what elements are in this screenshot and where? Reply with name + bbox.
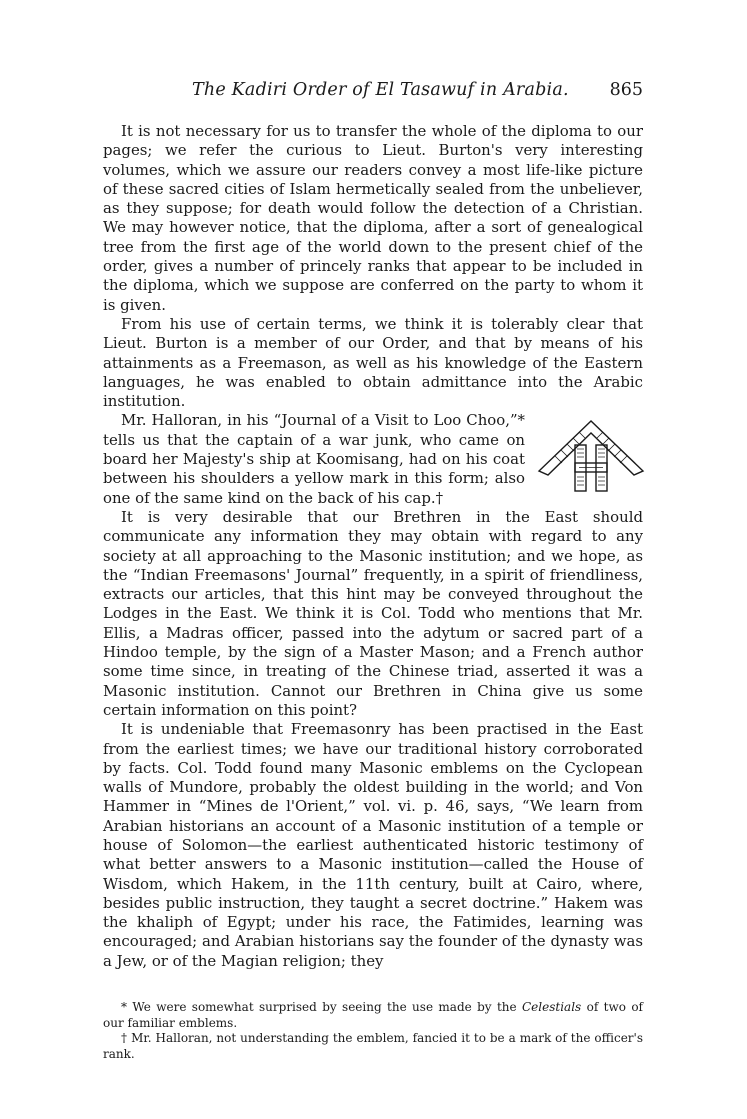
footnote-halloran-rank: † Mr. Halloran, not understanding the emblem, fancied it to be a mark of the officer's rank. <box>103 1031 643 1061</box>
footnote-celestials-after: of two of our familiar emblems. <box>103 1000 643 1030</box>
paragraph-diploma: It is not necessary for us to transfer the whole of the diploma to our pages; we refer the curious to Lieut. Burton's very interesting volumes, which we assure our readers convey a most life-like picture of these sacred cities of Islam hermetically sealed from the unbeliever, as they suppose; for death would follow the detection of a Christian. We may however notice, that the diploma, after a sort of genealogical tree from the first age of the world down to the present chief of the order, gives a number of princely ranks that appear to be included in the diploma, which we suppose are conferred on the party to whom it is given. <box>103 122 643 314</box>
paragraph-brethren-east: It is very desirable that our Brethren in the East should communicate any information they may obtain with regard to any society at all approaching to the Masonic institution; and we hope, as the “Indian Freemasons' Journal” frequently, in a spirit of friendliness, extracts our articles, that this hint may be conveyed throughout the Lodges in the East. We think it is Col. Todd who mentions that Mr. Ellis, a Madras officer, passed into the adytum or sacred part of a Hindoo temple, by the sign of a Master Mason; and a French author some time since, in treating of the Chinese triad, asserted it was a Masonic institution. Cannot our Brethren in China give us some certain information on this point? <box>103 507 643 719</box>
page-number: 865 <box>609 80 643 100</box>
footnotes <box>103 1000 643 1062</box>
compass-square-emblem <box>535 419 647 495</box>
paragraph-burton: From his use of certain terms, we think it is tolerably clear that Lieut. Burton is a member of our Order, and that by means of his attainments as a Freemason, as well as his knowledge of the Eastern languages, he was enabled to obtain admittance into the Arabic institution. <box>103 314 643 411</box>
running-title: The Kadiri Order of El Tasawuf in Arabia. <box>192 80 569 100</box>
article-body <box>103 122 643 971</box>
page-header <box>100 80 645 104</box>
paragraph-halloran-text: Mr. Halloran, in his “Journal of a Visit to Loo Choo,”* tells us that the captain of a war junk, who came on board her Majesty's ship at Koomisang, had on his coat between his shoulders a yellow mark in this form; also one of the same kind on the back of his cap.† <box>103 411 525 507</box>
paragraph-freemasonry-east: It is undeniable that Freemasonry has been practised in the East from the earliest times; we have our traditional history corroborated by facts. Col. Todd found many Masonic emblems on the Cyclopean walls of Mundore, probably the oldest building in the world; and Von Hammer in “Mines de l'Orient,” vol. vi. p. 46, says, “We learn from Arabian historians an account of a Masonic institution of a temple or house of Solomon—the earliest authenticated historic testimony of what better answers to a Masonic institution—called the House of Wisdom, which Hakem, in the 11th century, built at Cairo, where, besides public instruction, they taught a secret doctrine.” Hakem was the khaliph of Egypt; under his race, the Fatimides, learning was encouraged; and Arabian historians say the founder of the dynasty was a Jew, or of the Magian religion; they <box>103 720 643 970</box>
footnote-celestials-italic: Celestials <box>522 1000 582 1014</box>
footnote-celestials <box>103 1000 643 1031</box>
paragraph-halloran <box>103 411 643 507</box>
footnote-celestials-before: * We were somewhat surprised by seeing the use made by the <box>121 1000 517 1014</box>
